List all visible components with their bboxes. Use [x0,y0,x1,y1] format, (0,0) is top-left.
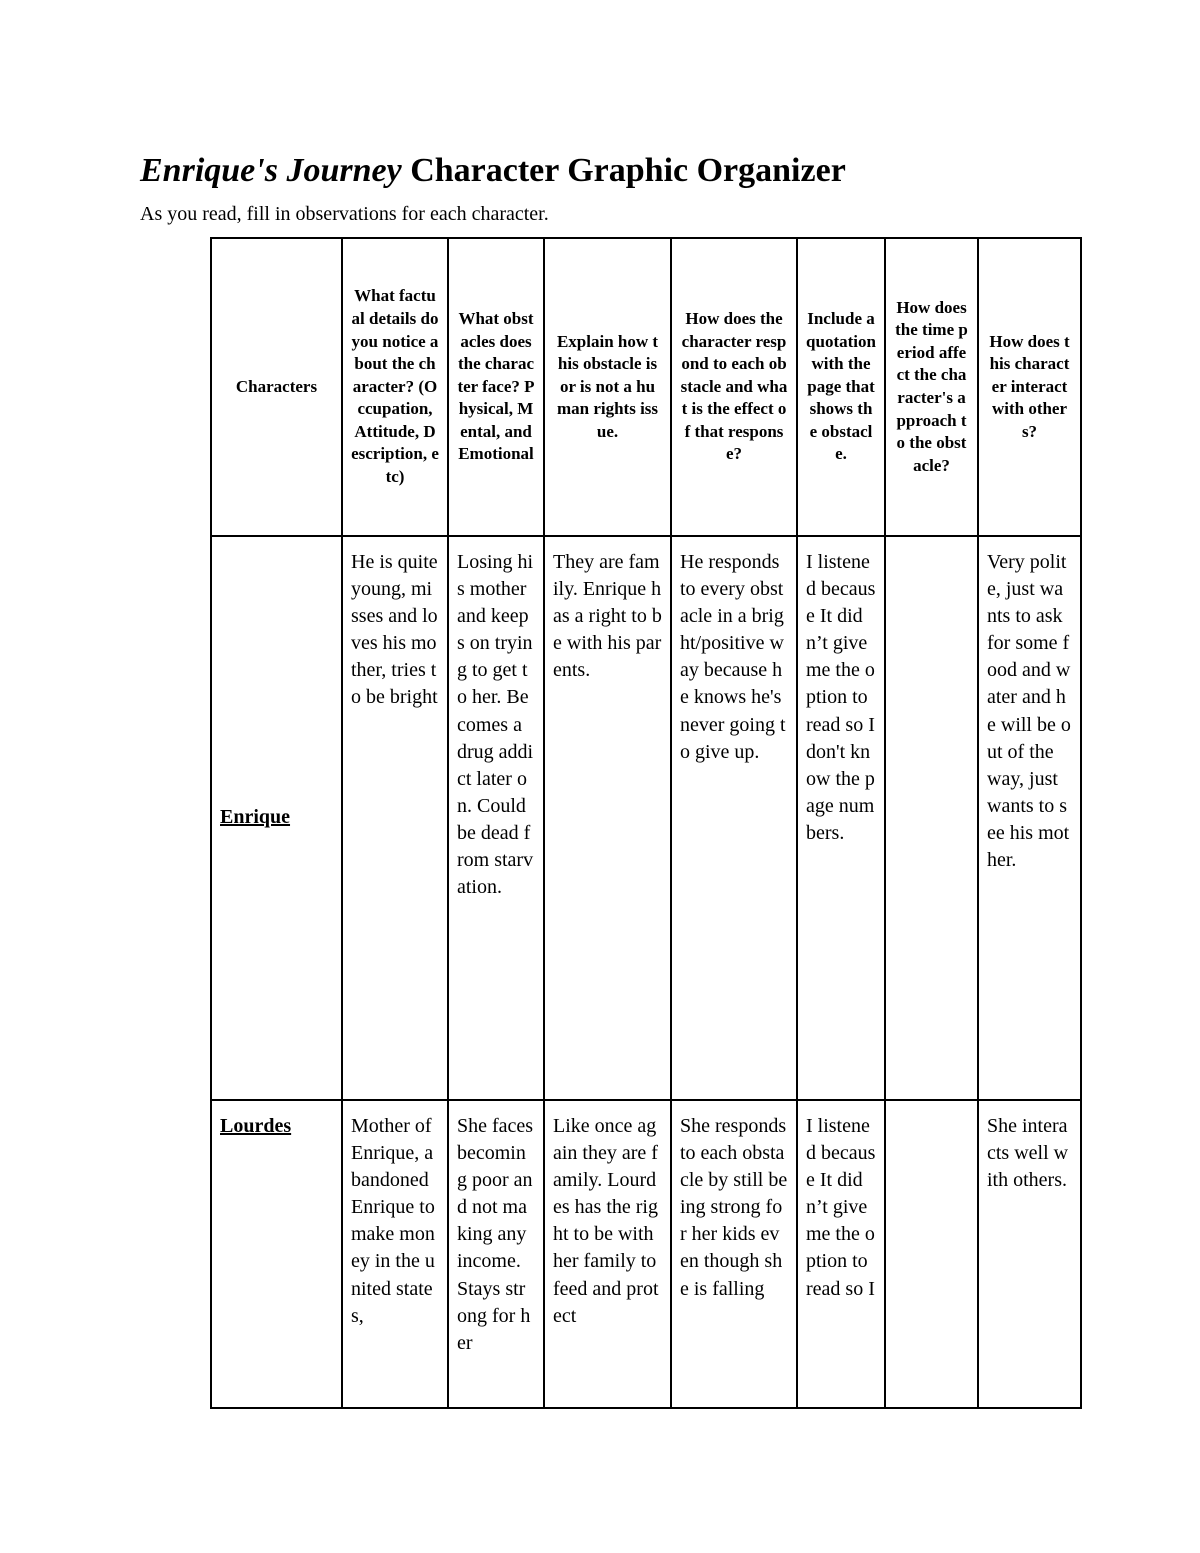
cell-human-rights[interactable]: They are family. Enrique has a right to be with his parents. [544,536,671,1100]
cell-response[interactable]: He responds to every obstacle in a bright/positive way because he knows he's never going to give up. [671,536,797,1100]
cell-details[interactable]: He is quite young, misses and loves his mother, tries to be bright [342,536,448,1100]
cell-interaction[interactable]: Very polite, just wants to ask for some food and water and he will be out of the way, just wants to see his mother. [978,536,1081,1100]
character-organizer-table [210,237,1082,1409]
cell-response[interactable] [671,1100,797,1408]
cell-interaction[interactable] [978,1100,1081,1408]
cell-text: She responds to each obstacle by still being strong for her kids even though she is falling [680,1115,788,1300]
page-title [140,152,846,190]
cell-text: Like once again they are family. Lourdes has the right to be with her family to feed and protect [553,1115,659,1327]
cell-text [894,1113,969,1395]
table-row [211,536,1081,1100]
cell-quotation[interactable] [797,1100,885,1408]
cell-details[interactable] [342,1100,448,1408]
cell-text: She interacts well with others. [987,1115,1069,1192]
title-book-name: Enrique's Journey [140,152,402,189]
character-name: Lourdes [211,1100,342,1408]
header-characters: Characters [211,238,342,536]
cell-obstacles[interactable]: Losing his mother and keeps on trying to get to her. Becomes a drug addict later on. Could be dead from starvation. [448,536,544,1100]
table-row [211,1100,1081,1408]
cell-text: She faces becoming poor and not making any income. Stays strong for her [457,1115,534,1354]
header-quotation: Include a quotation with the page that shows the obstacle. [797,238,885,536]
instructions: As you read, fill in observations for each character. [140,203,549,225]
header-human-rights: Explain how this obstacle is or is not a human rights issue. [544,238,671,536]
header-time-period: How does the time period affect the character's approach to the obstacle? [885,238,978,536]
header-row [211,238,1081,536]
title-rest: Character Graphic Organizer [410,152,846,189]
character-name: Enrique [211,536,342,1100]
header-response: How does the character respond to each obstacle and what is the effect of that response? [671,238,797,536]
header-interaction: How does this character interact with others? [978,238,1081,536]
cell-text: I listened because It didn’t give me the option to read so I [806,1115,876,1300]
cell-quotation[interactable]: I listened because It didn’t give me the option to read so I don't know the page numbers. [797,536,885,1100]
cell-obstacles[interactable] [448,1100,544,1408]
header-obstacles: What obstacles does the character face? Physical, Mental, and Emotional [448,238,544,536]
cell-text: Mother of Enrique, abandoned Enrique to make money in the united states, [351,1115,435,1327]
cell-time-period[interactable] [885,1100,978,1408]
cell-human-rights[interactable] [544,1100,671,1408]
header-factual-details: What factual details do you notice about the character? (Occupation, Attitude, Description, etc) [342,238,448,536]
cell-time-period[interactable] [885,536,978,1100]
